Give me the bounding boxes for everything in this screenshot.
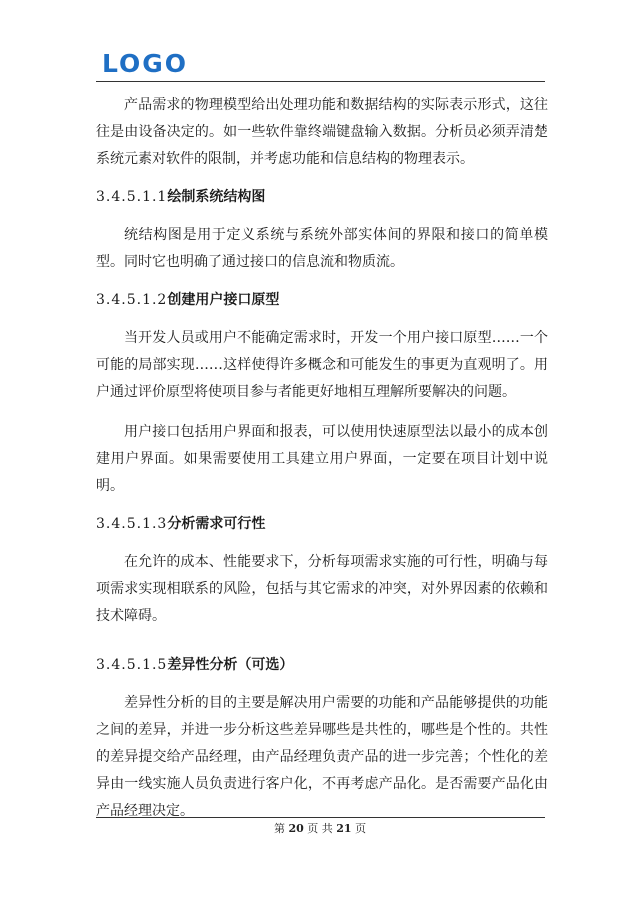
total-page-number: 21	[336, 822, 352, 835]
section-paragraph: 差异性分析的目的主要是解决用户需要的功能和产品能够提供的功能之间的差异，并进一步分析这些差异哪些是共性的，哪些是个性的。共性的差异提交给产品经理，由产品经理负责产品的进一步完善；个性化的差异由一线实施人员负责进行客户化，不再考虑产品化。是否需要产品化由产品经理决定。	[96, 695, 548, 819]
current-page-number: 20	[288, 822, 304, 835]
section-paragraph: 在允许的成本、性能要求下，分析每项需求实施的可行性，明确与每项需求实现相联系的风险，包括与其它需求的冲突，对外界因素的依赖和技术障碍。	[96, 554, 548, 624]
footer-ye: 页	[355, 822, 367, 835]
section-paragraph: 用户接口包括用户界面和报表，可以使用快速原型法以最小的成本创建用户界面。如果需要使用工具建立用户界面，一定要在项目计划中说明。	[96, 424, 548, 494]
section-title: 创建用户接口原型	[167, 292, 280, 308]
section-number: 3.4.5.1.3	[96, 516, 168, 532]
section-title: 绘制系统结构图	[167, 189, 266, 205]
intro-paragraph: 产品需求的物理模型给出处理功能和数据结构的实际表示形式，这往往是由设备决定的。如一些软件靠终端键盘输入数据。分析员必须弄清楚系统元素对软件的限制，并考虑功能和信息结构的物理表示。	[96, 97, 548, 167]
section-number: 3.4.5.1.2	[96, 292, 168, 308]
section-heading-4	[96, 654, 548, 676]
section-title: 分析需求可行性	[167, 516, 266, 532]
logo: LOGO	[102, 49, 189, 78]
section-number: 3.4.5.1.1	[96, 189, 168, 205]
footer-ye: 页	[307, 822, 319, 835]
section-paragraph: 当开发人员或用户不能确定需求时，开发一个用户接口原型……一个可能的局部实现……这样使得许多概念和可能发生的事更为直观明了。用户通过评价原型将使项目参与者能更好地相互理解所要解决的问题。	[96, 330, 548, 400]
section-heading-2	[96, 289, 548, 311]
section-paragraph: 统结构图是用于定义系统与系统外部实体间的界限和接口的简单模型。同时它也明确了通过接口的信息流和物质流。	[96, 227, 548, 270]
footer-divider	[96, 817, 545, 818]
section-title: 差异性分析（可选）	[167, 657, 294, 673]
footer-di: 第	[273, 822, 285, 835]
header-divider	[96, 81, 545, 82]
section-number: 3.4.5.1.5	[96, 657, 168, 673]
page-footer	[0, 820, 640, 836]
section-heading-3	[96, 513, 548, 535]
document-body	[96, 92, 548, 838]
footer-gong: 共	[321, 822, 333, 835]
section-heading-1	[96, 186, 548, 208]
